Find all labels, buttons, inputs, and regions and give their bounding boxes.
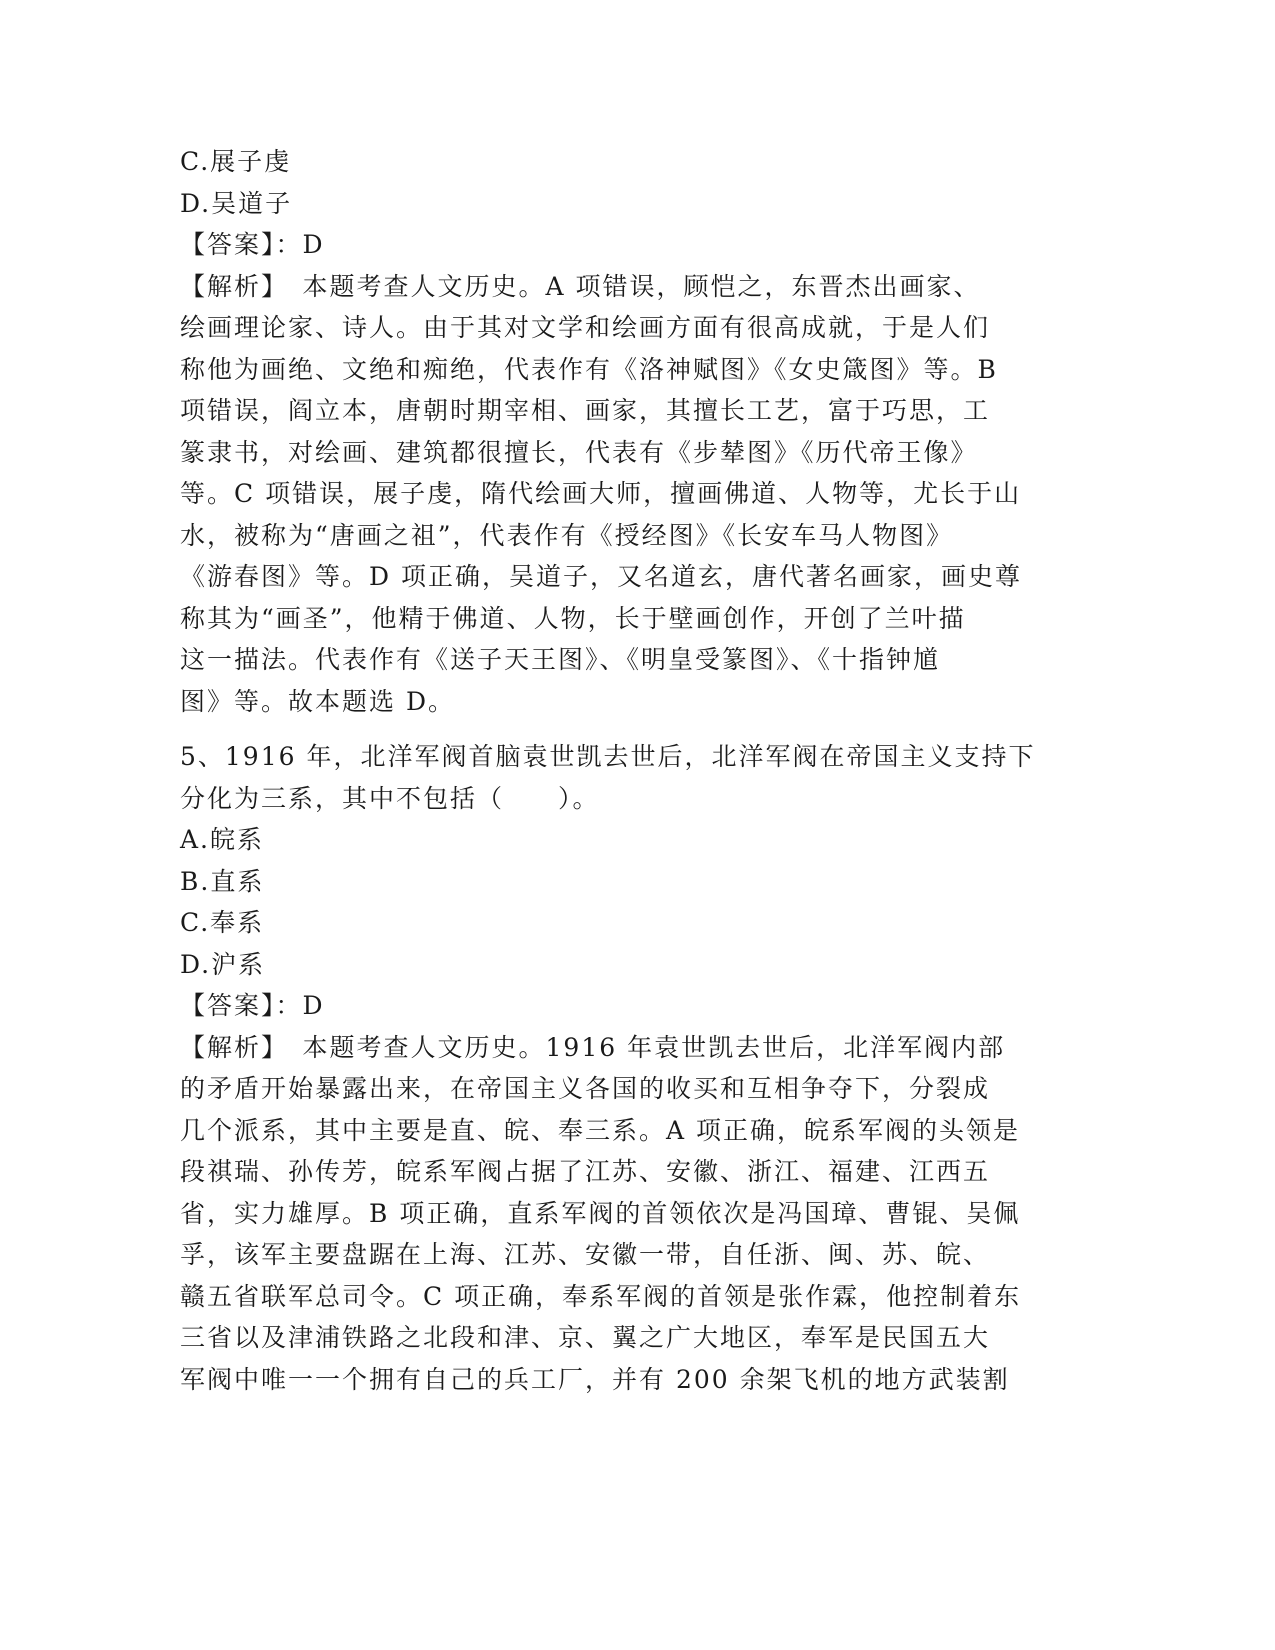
analysis-line: 三省以及津浦铁路之北段和津、京、翼之广大地区，奉军是民国五大 [180,1323,991,1352]
analysis-line: 军阀中唯一一个拥有自己的兵工厂，并有 200 余架飞机的地方武装割 [180,1364,1010,1394]
analysis-line: 篆隶书，对绘画、建筑都很擅长，代表有《步辇图》《历代帝王像》 [180,437,978,467]
analysis-line: 的矛盾开始暴露出来，在帝国主义各国的收买和互相争夺下，分裂成 [180,1074,991,1103]
analysis-line: 称他为画绝、文绝和痴绝，代表作有《洛神赋图》《女史箴图》等。B [180,354,998,384]
question-stem-line: 5、1916 年，北洋军阀首脑袁世凯去世后，北洋军阀在帝国主义支持下 [180,742,1036,771]
analysis-line: 这一描法。代表作有《送子天王图》、《明皇受篆图》、《十指钟馗 [180,645,941,674]
question-stem-line: 分化为三系，其中不包括（ ）。 [180,783,600,813]
option-b: B.直系 [180,866,265,896]
analysis-line: 赣五省联军总司令。C 项正确，奉系军阀的首领是张作霖，他控制着东 [180,1281,1022,1311]
analysis-line: 【解析】 本题考查人文历史。A 项错误，顾恺之，东晋杰出画家、 [180,271,981,301]
analysis-line: 孚，该军主要盘踞在上海、江苏、安徽一带，自任浙、闽、苏、皖、 [180,1240,991,1269]
option-c: C.奉系 [180,908,265,937]
analysis-line: 段祺瑞、孙传芳，皖系军阀占据了江苏、安徽、浙江、福建、江西五 [180,1157,991,1186]
analysis-line: 等。C 项错误，展子虔，隋代绘画大师，擅画佛道、人物等，尤长于山 [180,479,1022,508]
question-spacer [180,722,1050,736]
answer-line: 【答案】：D [180,991,325,1020]
analysis-line: 省，实力雄厚。B 项正确，直系军阀的首领依次是冯国璋、曹锟、吴佩 [180,1198,1021,1228]
option-c: C.展子虔 [180,147,292,176]
analysis-line: 项错误，阎立本，唐朝时期宰相、画家，其擅长工艺，富于巧思，工 [180,396,991,425]
analysis-line: 《游春图》等。D 项正确，吴道子，又名道玄，唐代著名画家，画史尊 [180,562,1022,591]
question-5 [180,736,1050,1400]
question-4-continued [180,141,1050,722]
document-page [180,141,1050,1400]
analysis-line: 水，被称为“唐画之祖”，代表作有《授经图》《长安车马人物图》 [180,520,954,550]
option-d: D.沪系 [180,949,266,979]
analysis-line: 图》等。故本题选 D。 [180,686,455,716]
analysis-line: 【解析】 本题考查人文历史。1916 年袁世凯去世后，北洋军阀内部 [180,1032,1006,1062]
option-d: D.吴道子 [180,188,293,218]
answer-line: 【答案】：D [180,230,325,259]
option-a: A.皖系 [180,825,265,854]
analysis-line: 称其为“画圣”，他精于佛道、人物，长于壁画创作，开创了兰叶描 [180,603,966,633]
analysis-line: 绘画理论家、诗人。由于其对文学和绘画方面有很高成就，于是人们 [180,313,991,342]
analysis-line: 几个派系，其中主要是直、皖、奉三系。A 项正确，皖系军阀的头领是 [180,1115,1021,1145]
